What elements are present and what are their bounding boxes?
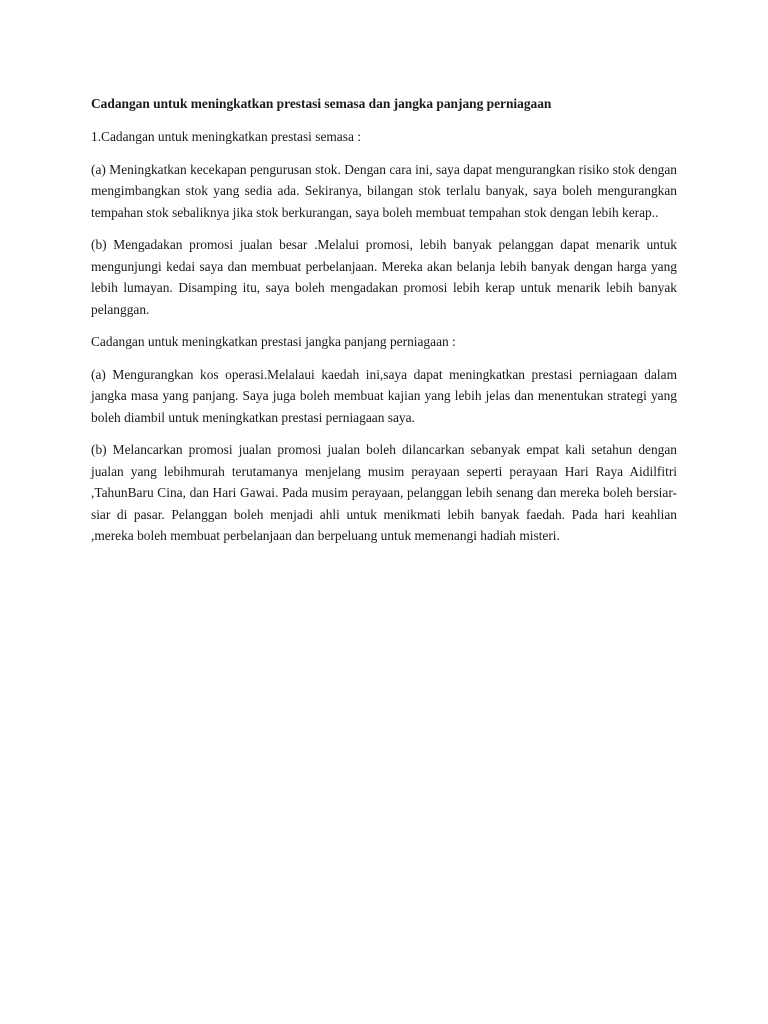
section2-heading: Cadangan untuk meningkatkan prestasi jangka panjang perniagaan :	[91, 334, 456, 349]
section2-point-a: (a) Mengurangkan kos operasi.Melalaui kaedah ini,saya dapat meningkatkan prestasi perniagaan dalam jangka masa yang panjang. Saya juga boleh membuat kajian yang lebih jelas dan menentukan strategi yang boleh diambil untuk meningkatkan prestasi perniagaan saya.	[91, 366, 677, 425]
section2-point-b: (b) Melancarkan promosi jualan promosi jualan boleh dilancarkan sebanyak empat kali setahun dengan jualan yang lebihmurah terutamanya menjelang musim perayaan seperti perayaan Hari Raya Aidilfitri ,TahunBaru Cina, dan Hari Gawai. Pada musim perayaan, pelanggan lebih senang dan mereka boleh bersiar-siar di pasar. Pelanggan boleh menjadi ahli untuk menikmati lebih banyak faedah. Pada hari keahlian ,mereka boleh membuat perbelanjaan dan berpeluang untuk memenangi hadiah misteri.	[91, 442, 677, 543]
document-title: Cadangan untuk meningkatkan prestasi semasa dan jangka panjang perniagaan	[91, 96, 552, 111]
section1-point-b: (b) Mengadakan promosi jualan besar .Melalui promosi, lebih banyak pelanggan dapat menarik untuk mengunjungi kedai saya dan membuat perbelanjaan. Mereka akan belanja lebih banyak dengan harga yang lebih lumayan. Disamping itu, saya boleh mengadakan promosi lebih kerap untuk menarik lebih banyak pelanggan.	[91, 237, 677, 317]
section1-heading: 1.Cadangan untuk meningkatkan prestasi semasa :	[91, 129, 361, 144]
section1-point-a: (a) Meningkatkan kecekapan pengurusan stok. Dengan cara ini, saya dapat mengurangkan risiko stok dengan mengimbangkan stok yang sedia ada. Sekiranya, bilangan stok terlalu banyak, saya boleh mengurangkan tempahan stok sebaliknya jika stok berkurangan, saya boleh membuat tempahan stok dengan lebih kerap..	[91, 161, 677, 220]
document-body	[91, 93, 677, 558]
